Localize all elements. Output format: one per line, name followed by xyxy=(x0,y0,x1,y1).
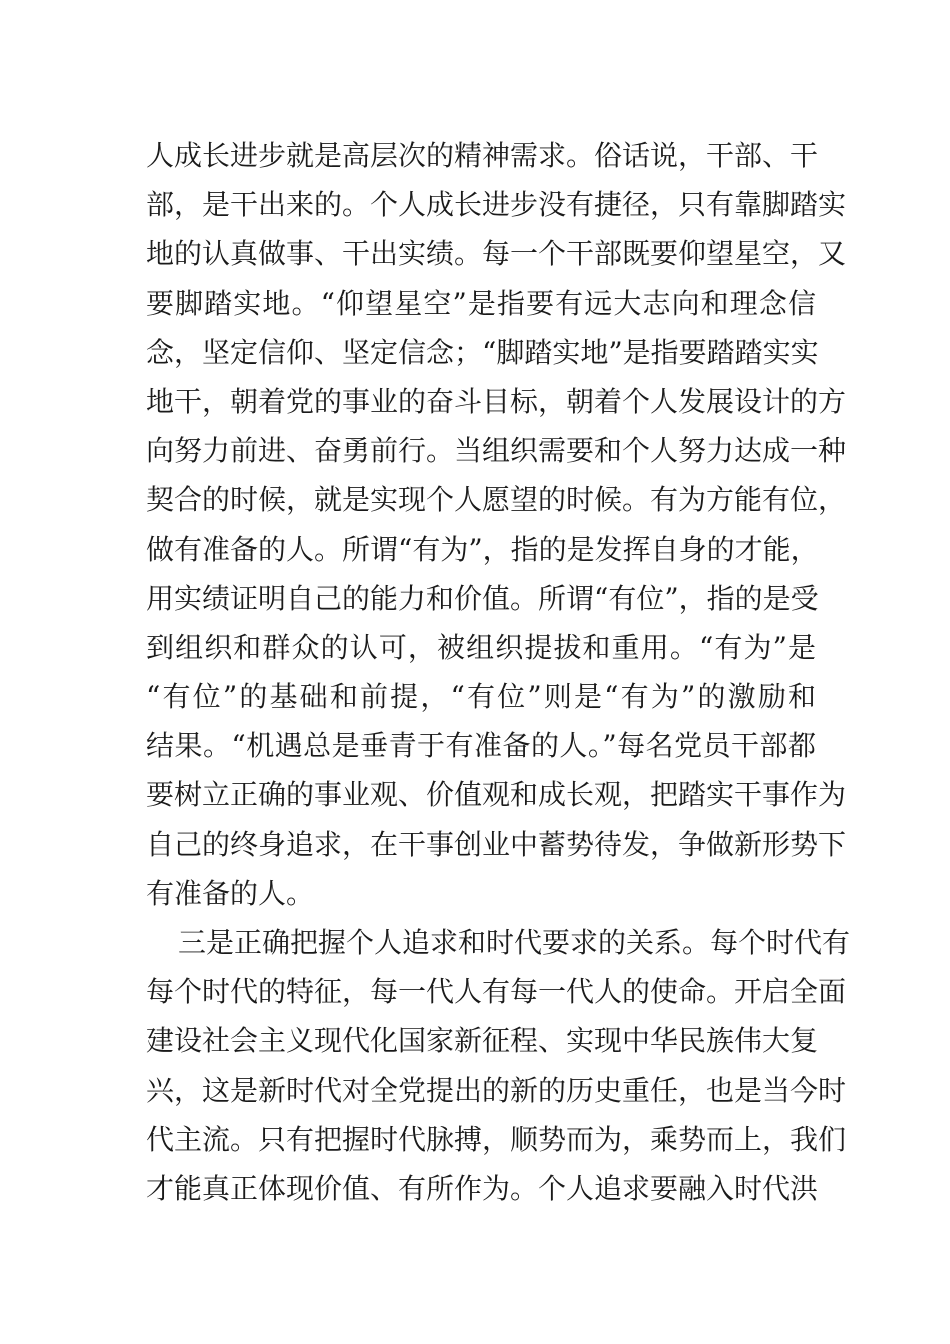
text-line: 建设社会主义现代化国家新征程、实现中华民族伟大复 xyxy=(146,1024,819,1058)
text-line: “有位”的基础和前提，“有位”则是“有为”的激励和 xyxy=(146,680,816,714)
text-line: 三是正确把握个人追求和时代要求的关系。每个时代有 xyxy=(178,926,851,959)
text-line: 结果。“机遇总是垂青于有准备的人。”每名党员干部都 xyxy=(146,729,816,763)
text-line: 念，坚定信仰、坚定信念；“脚踏实地”是指要踏踏实实 xyxy=(146,335,819,369)
text-line: 人成长进步就是高层次的精神需求。俗话说，干部、干 xyxy=(146,139,819,172)
text-line: 有准备的人。 xyxy=(146,876,315,910)
text-line: 要脚踏实地。“仰望星空”是指要有远大志向和理念信 xyxy=(146,286,816,320)
text-line: 到组织和群众的认可，被组织提拔和重用。“有为”是 xyxy=(146,630,816,664)
text-line: 部，是干出来的。个人成长进步没有捷径，只有靠脚踏实 xyxy=(146,188,847,222)
text-line: 要树立正确的事业观、价值观和成长观，把踏实干事作为 xyxy=(146,778,847,812)
text-line: 自己的终身追求，在干事创业中蓄势待发，争做新形势下 xyxy=(146,827,847,861)
text-line: 才能真正体现价值、有所作为。个人追求要融入时代洪 xyxy=(146,1171,819,1205)
text-line: 兴，这是新时代对全党提出的新的历史重任，也是当今时 xyxy=(146,1073,847,1107)
text-line: 向努力前进、奋勇前行。当组织需要和个人努力达成一种 xyxy=(146,434,847,468)
text-line: 代主流。只有把握时代脉搏，顺势而为，乘势而上，我们 xyxy=(146,1122,847,1156)
text-line: 做有准备的人。所谓“有为”，指的是发挥自身的才能， xyxy=(146,532,819,566)
paragraph-1 xyxy=(146,131,847,918)
text-line: 契合的时候，就是实现个人愿望的时候。有为方能有位， xyxy=(146,483,847,517)
text-line: 每个时代的特征，每一代人有每一代人的使命。开启全面 xyxy=(146,975,847,1009)
body-text xyxy=(146,131,851,1213)
text-line: 地的认真做事、干出实绩。每一个干部既要仰望星空，又 xyxy=(146,237,847,271)
paragraph-2 xyxy=(146,918,851,1213)
text-line: 地干，朝着党的事业的奋斗目标，朝着个人发展设计的方 xyxy=(146,384,847,418)
text-line: 用实绩证明自己的能力和价值。所谓“有位”，指的是受 xyxy=(146,581,819,615)
